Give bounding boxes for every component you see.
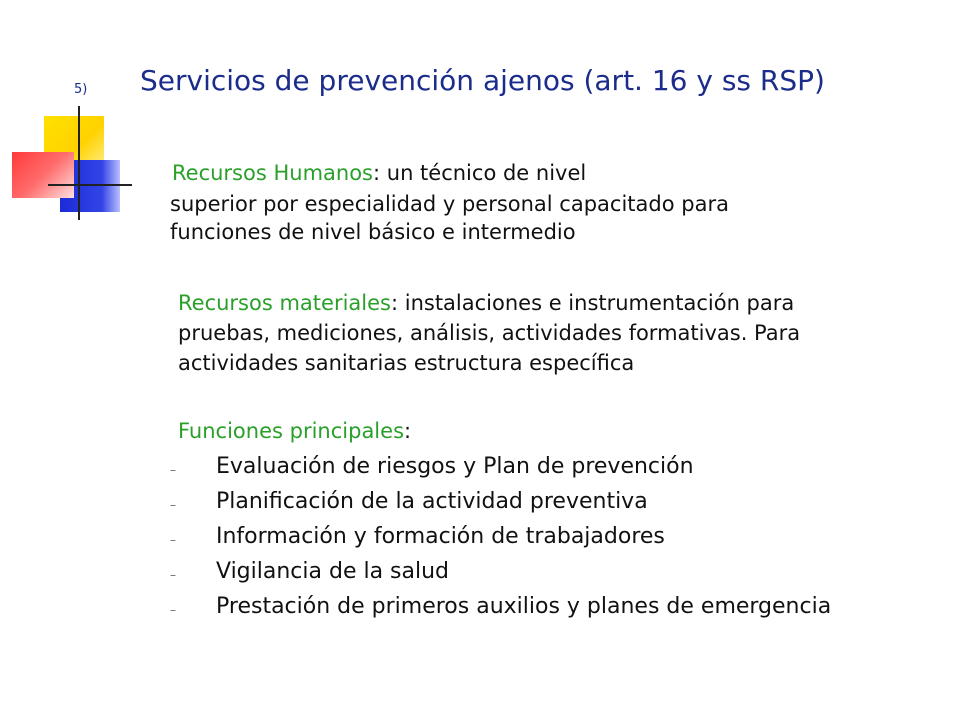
recursos-humanos-line1 [172, 158, 586, 188]
funciones-heading [178, 416, 411, 446]
list-item-text: Prestación de primeros auxilios y planes de emergencia [216, 594, 832, 619]
list-item-text: Información y formación de trabajadores [216, 524, 665, 549]
page-title: Servicios de prevención ajenos (art. 16 y ss RSP) [140, 64, 825, 97]
funciones-sep: : [404, 419, 412, 443]
recursos-humanos-text3: funciones de nivel básico e intermedio [170, 220, 576, 244]
list-item-text: Planificación de la actividad preventiva [216, 489, 648, 514]
list-item-text: Vigilancia de la salud [216, 559, 450, 584]
recursos-materiales-label: Recursos materiales [178, 291, 391, 315]
recursos-materiales [178, 288, 800, 378]
vertical-line [78, 106, 80, 220]
title-number: 5) [74, 82, 88, 97]
decorative-logo [0, 0, 140, 230]
bullet-dash: – [170, 533, 176, 547]
recursos-materiales-text2: pruebas, mediciones, análisis, actividades formativas. Para [178, 321, 801, 345]
bullet-dash: – [170, 568, 176, 582]
recursos-humanos-text2: superior por especialidad y personal capacitado para [170, 192, 729, 216]
recursos-materiales-line1 [178, 288, 800, 318]
horizontal-line [48, 184, 132, 186]
recursos-humanos-body [170, 190, 729, 246]
red-square [12, 152, 74, 198]
recursos-humanos-text1: un técnico de nivel [380, 161, 587, 185]
recursos-materiales-text3: actividades sanitarias estructura específica [178, 351, 635, 375]
recursos-humanos-label: Recursos Humanos [172, 161, 373, 185]
recursos-materiales-text1: : instalaciones e instrumentación para [390, 291, 795, 315]
funciones-label: Funciones principales [178, 419, 405, 443]
recursos-humanos-sep: : [373, 161, 381, 185]
bullet-dash: – [170, 463, 176, 477]
bullet-dash: – [170, 498, 176, 512]
list-item-text: Evaluación de riesgos y Plan de prevención [216, 454, 694, 479]
bullet-dash: – [170, 603, 176, 617]
